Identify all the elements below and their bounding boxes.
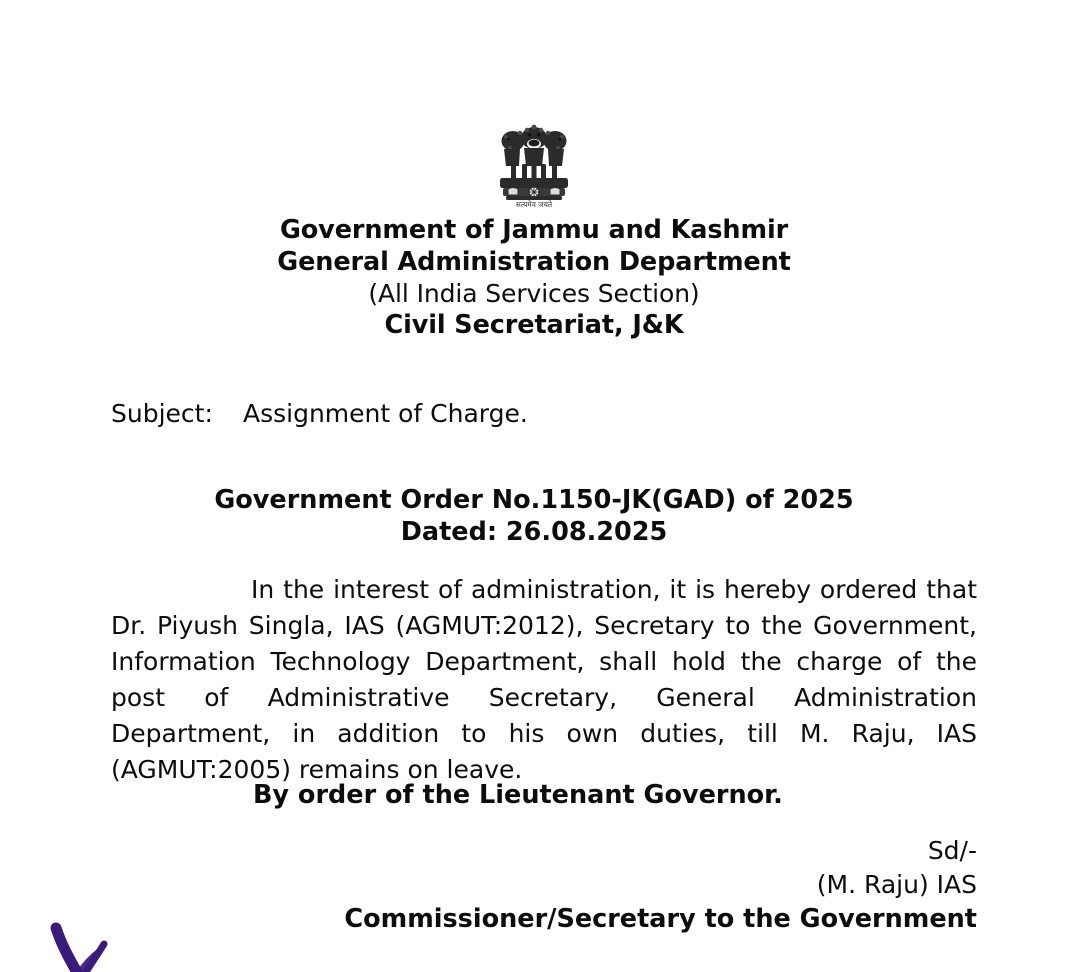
order-date-line: Dated: 26.08.2025 bbox=[400, 517, 668, 547]
ashoka-lion-capital-emblem-icon bbox=[486, 112, 582, 208]
order-number-block bbox=[0, 484, 1068, 548]
header-government-line: Government of Jammu and Kashmir bbox=[279, 215, 789, 245]
order-number-line: Government Order No.1150-JK(GAD) of 2025 bbox=[214, 485, 854, 515]
signatory-name: (M. Raju) IAS bbox=[816, 870, 977, 899]
header-section-line: (All India Services Section) bbox=[368, 279, 700, 308]
signatory-designation: Commissioner/Secretary to the Government bbox=[344, 904, 977, 934]
subject-label: Subject: bbox=[111, 399, 213, 428]
emblem-motto-text: सत्यमेव जयते bbox=[515, 200, 553, 208]
header-department-line: General Administration Department bbox=[277, 247, 791, 277]
emblem-container bbox=[0, 112, 1068, 208]
signature-block bbox=[111, 834, 977, 936]
subject-value: Assignment of Charge. bbox=[243, 399, 528, 428]
by-order-line: By order of the Lieutenant Governor. bbox=[253, 780, 783, 810]
order-body-paragraph: In the interest of administration, it is hereby ordered that Dr. Piyush Singla, IAS (AGMUT:2012), Secretary to the Government, Information Technology Department, shall hold the charge of the post of Administrative Secretary, General Administration Department, in addition to his own duties, till M. Raju, IAS (AGMUT:2005) remains on leave. bbox=[111, 575, 977, 784]
document-header bbox=[0, 214, 1068, 341]
subject-row bbox=[111, 398, 991, 430]
header-secretariat-line: Civil Secretariat, J&K bbox=[384, 310, 684, 340]
signature-sd-marker: Sd/- bbox=[927, 836, 977, 865]
